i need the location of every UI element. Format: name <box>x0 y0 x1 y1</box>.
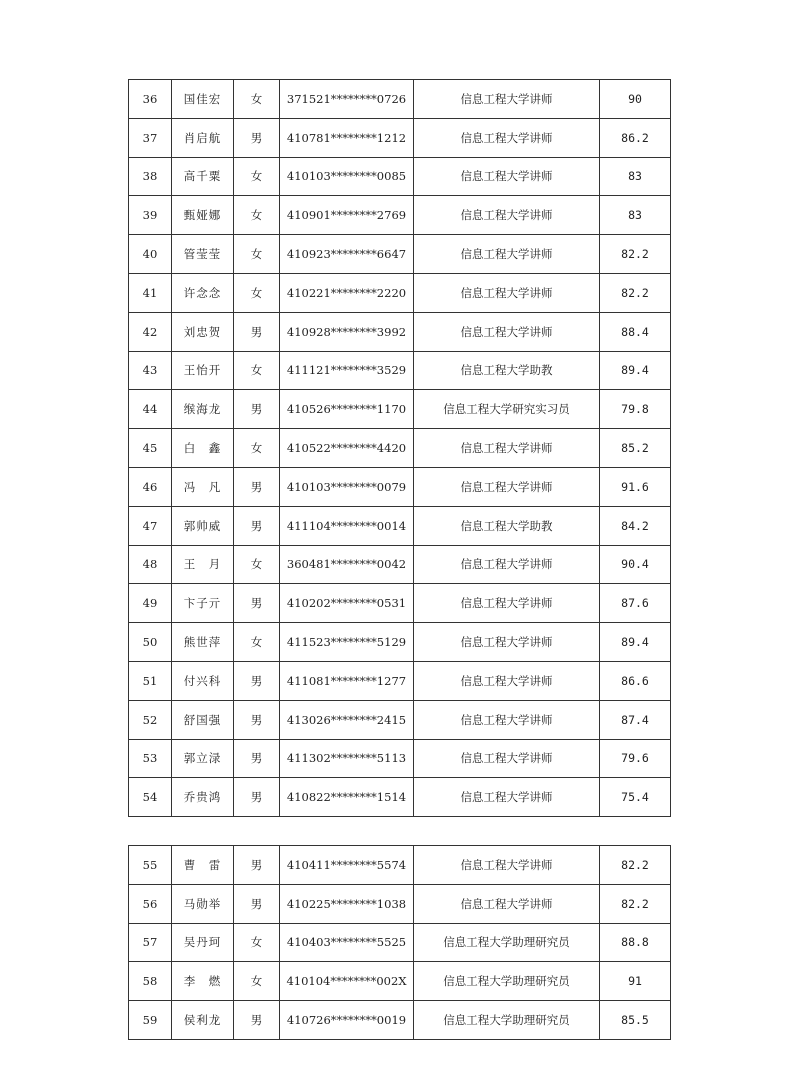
gender-cell: 女 <box>234 962 280 1001</box>
name-cell: 郭帅威 <box>172 506 234 545</box>
score-cell: 82.2 <box>600 273 671 312</box>
seq-no-cell: 58 <box>129 962 172 1001</box>
table-row <box>129 390 671 429</box>
table-row <box>129 700 671 739</box>
id-number-cell: 410403********5525 <box>280 923 414 962</box>
table-row <box>129 884 671 923</box>
score-cell: 91 <box>600 962 671 1001</box>
score-cell: 82.2 <box>600 884 671 923</box>
position-cell: 信息工程大学讲师 <box>414 584 600 623</box>
score-cell: 82.2 <box>600 235 671 274</box>
seq-no-cell: 53 <box>129 739 172 778</box>
gender-cell: 男 <box>234 584 280 623</box>
score-cell: 89.4 <box>600 623 671 662</box>
seq-no-cell: 54 <box>129 778 172 817</box>
seq-no-cell: 37 <box>129 118 172 157</box>
table-row <box>129 196 671 235</box>
id-number-cell: 411081********1277 <box>280 661 414 700</box>
seq-no-cell: 40 <box>129 235 172 274</box>
score-cell: 86.6 <box>600 661 671 700</box>
position-cell: 信息工程大学讲师 <box>414 884 600 923</box>
table-row <box>129 778 671 817</box>
gender-cell: 男 <box>234 467 280 506</box>
name-cell: 付兴科 <box>172 661 234 700</box>
position-cell: 信息工程大学讲师 <box>414 846 600 885</box>
id-number-cell: 410103********0079 <box>280 467 414 506</box>
table-row <box>129 351 671 390</box>
name-cell: 管莹莹 <box>172 235 234 274</box>
position-cell: 信息工程大学讲师 <box>414 273 600 312</box>
seq-no-cell: 41 <box>129 273 172 312</box>
position-cell: 信息工程大学讲师 <box>414 235 600 274</box>
seq-no-cell: 47 <box>129 506 172 545</box>
seq-no-cell: 39 <box>129 196 172 235</box>
name-cell: 许念念 <box>172 273 234 312</box>
position-cell: 信息工程大学讲师 <box>414 778 600 817</box>
position-cell: 信息工程大学助教 <box>414 351 600 390</box>
seq-no-cell: 55 <box>129 846 172 885</box>
id-number-cell: 410928********3992 <box>280 312 414 351</box>
name-cell: 熊世萍 <box>172 623 234 662</box>
gender-cell: 女 <box>234 623 280 662</box>
name-cell: 缑海龙 <box>172 390 234 429</box>
table-row <box>129 312 671 351</box>
name-cell: 吴丹珂 <box>172 923 234 962</box>
name-cell: 郭立渌 <box>172 739 234 778</box>
id-number-cell: 371521********0726 <box>280 80 414 119</box>
id-number-cell: 410103********0085 <box>280 157 414 196</box>
id-number-cell: 410781********1212 <box>280 118 414 157</box>
position-cell: 信息工程大学讲师 <box>414 429 600 468</box>
gender-cell: 女 <box>234 235 280 274</box>
roster-table-1 <box>128 79 671 817</box>
table-row <box>129 506 671 545</box>
score-cell: 79.6 <box>600 739 671 778</box>
table-row <box>129 846 671 885</box>
position-cell: 信息工程大学讲师 <box>414 312 600 351</box>
id-number-cell: 410923********6647 <box>280 235 414 274</box>
gender-cell: 女 <box>234 429 280 468</box>
id-number-cell: 360481********0042 <box>280 545 414 584</box>
name-cell: 卞子亓 <box>172 584 234 623</box>
name-cell: 国佳宏 <box>172 80 234 119</box>
id-number-cell: 410411********5574 <box>280 846 414 885</box>
id-number-cell: 410901********2769 <box>280 196 414 235</box>
table-row <box>129 118 671 157</box>
gender-cell: 男 <box>234 506 280 545</box>
table-row <box>129 584 671 623</box>
gender-cell: 男 <box>234 846 280 885</box>
score-cell: 90 <box>600 80 671 119</box>
table-row <box>129 623 671 662</box>
gender-cell: 男 <box>234 118 280 157</box>
table-row <box>129 923 671 962</box>
gender-cell: 女 <box>234 351 280 390</box>
seq-no-cell: 42 <box>129 312 172 351</box>
gender-cell: 女 <box>234 80 280 119</box>
seq-no-cell: 51 <box>129 661 172 700</box>
position-cell: 信息工程大学讲师 <box>414 196 600 235</box>
table-row <box>129 80 671 119</box>
position-cell: 信息工程大学助理研究员 <box>414 962 600 1001</box>
gender-cell: 男 <box>234 700 280 739</box>
gender-cell: 男 <box>234 312 280 351</box>
seq-no-cell: 38 <box>129 157 172 196</box>
position-cell: 信息工程大学讲师 <box>414 739 600 778</box>
seq-no-cell: 44 <box>129 390 172 429</box>
name-cell: 甄娅娜 <box>172 196 234 235</box>
seq-no-cell: 59 <box>129 1001 172 1040</box>
id-number-cell: 410822********1514 <box>280 778 414 817</box>
position-cell: 信息工程大学讲师 <box>414 623 600 662</box>
id-number-cell: 410522********4420 <box>280 429 414 468</box>
position-cell: 信息工程大学讲师 <box>414 700 600 739</box>
score-cell: 86.2 <box>600 118 671 157</box>
id-number-cell: 410221********2220 <box>280 273 414 312</box>
score-cell: 79.8 <box>600 390 671 429</box>
name-cell: 李 燃 <box>172 962 234 1001</box>
position-cell: 信息工程大学讲师 <box>414 80 600 119</box>
name-cell: 王 月 <box>172 545 234 584</box>
name-cell: 王怡开 <box>172 351 234 390</box>
score-cell: 85.5 <box>600 1001 671 1040</box>
gender-cell: 男 <box>234 778 280 817</box>
id-number-cell: 410225********1038 <box>280 884 414 923</box>
name-cell: 侯利龙 <box>172 1001 234 1040</box>
position-cell: 信息工程大学讲师 <box>414 545 600 584</box>
score-cell: 87.4 <box>600 700 671 739</box>
table-row <box>129 467 671 506</box>
gender-cell: 男 <box>234 884 280 923</box>
id-number-cell: 411104********0014 <box>280 506 414 545</box>
score-cell: 85.2 <box>600 429 671 468</box>
position-cell: 信息工程大学助教 <box>414 506 600 545</box>
name-cell: 高千粟 <box>172 157 234 196</box>
name-cell: 曹 雷 <box>172 846 234 885</box>
seq-no-cell: 45 <box>129 429 172 468</box>
name-cell: 冯 凡 <box>172 467 234 506</box>
score-cell: 83 <box>600 196 671 235</box>
id-number-cell: 410526********1170 <box>280 390 414 429</box>
name-cell: 肖启航 <box>172 118 234 157</box>
table-row <box>129 235 671 274</box>
position-cell: 信息工程大学讲师 <box>414 157 600 196</box>
seq-no-cell: 57 <box>129 923 172 962</box>
name-cell: 舒国强 <box>172 700 234 739</box>
roster-table-2 <box>128 845 671 1040</box>
name-cell: 刘忠贺 <box>172 312 234 351</box>
id-number-cell: 410726********0019 <box>280 1001 414 1040</box>
seq-no-cell: 49 <box>129 584 172 623</box>
gender-cell: 女 <box>234 196 280 235</box>
table-row <box>129 157 671 196</box>
id-number-cell: 413026********2415 <box>280 700 414 739</box>
gender-cell: 女 <box>234 545 280 584</box>
gender-cell: 男 <box>234 739 280 778</box>
table-row <box>129 661 671 700</box>
table-row <box>129 739 671 778</box>
score-cell: 75.4 <box>600 778 671 817</box>
score-cell: 89.4 <box>600 351 671 390</box>
gender-cell: 男 <box>234 390 280 429</box>
seq-no-cell: 46 <box>129 467 172 506</box>
gender-cell: 女 <box>234 157 280 196</box>
name-cell: 乔贵鸿 <box>172 778 234 817</box>
score-cell: 82.2 <box>600 846 671 885</box>
score-cell: 87.6 <box>600 584 671 623</box>
name-cell: 白 鑫 <box>172 429 234 468</box>
score-cell: 91.6 <box>600 467 671 506</box>
seq-no-cell: 43 <box>129 351 172 390</box>
seq-no-cell: 50 <box>129 623 172 662</box>
position-cell: 信息工程大学助理研究员 <box>414 923 600 962</box>
score-cell: 88.8 <box>600 923 671 962</box>
position-cell: 信息工程大学助理研究员 <box>414 1001 600 1040</box>
id-number-cell: 410104********002X <box>280 962 414 1001</box>
score-cell: 90.4 <box>600 545 671 584</box>
gender-cell: 女 <box>234 923 280 962</box>
table-row <box>129 1001 671 1040</box>
name-cell: 马勋举 <box>172 884 234 923</box>
table-row <box>129 962 671 1001</box>
score-cell: 84.2 <box>600 506 671 545</box>
gender-cell: 男 <box>234 1001 280 1040</box>
id-number-cell: 411302********5113 <box>280 739 414 778</box>
seq-no-cell: 56 <box>129 884 172 923</box>
position-cell: 信息工程大学讲师 <box>414 661 600 700</box>
position-cell: 信息工程大学研究实习员 <box>414 390 600 429</box>
id-number-cell: 411523********5129 <box>280 623 414 662</box>
id-number-cell: 411121********3529 <box>280 351 414 390</box>
seq-no-cell: 52 <box>129 700 172 739</box>
score-cell: 83 <box>600 157 671 196</box>
gender-cell: 女 <box>234 273 280 312</box>
gender-cell: 男 <box>234 661 280 700</box>
seq-no-cell: 48 <box>129 545 172 584</box>
position-cell: 信息工程大学讲师 <box>414 467 600 506</box>
seq-no-cell: 36 <box>129 80 172 119</box>
id-number-cell: 410202********0531 <box>280 584 414 623</box>
table-row <box>129 545 671 584</box>
table-row <box>129 273 671 312</box>
table-row <box>129 429 671 468</box>
score-cell: 88.4 <box>600 312 671 351</box>
position-cell: 信息工程大学讲师 <box>414 118 600 157</box>
